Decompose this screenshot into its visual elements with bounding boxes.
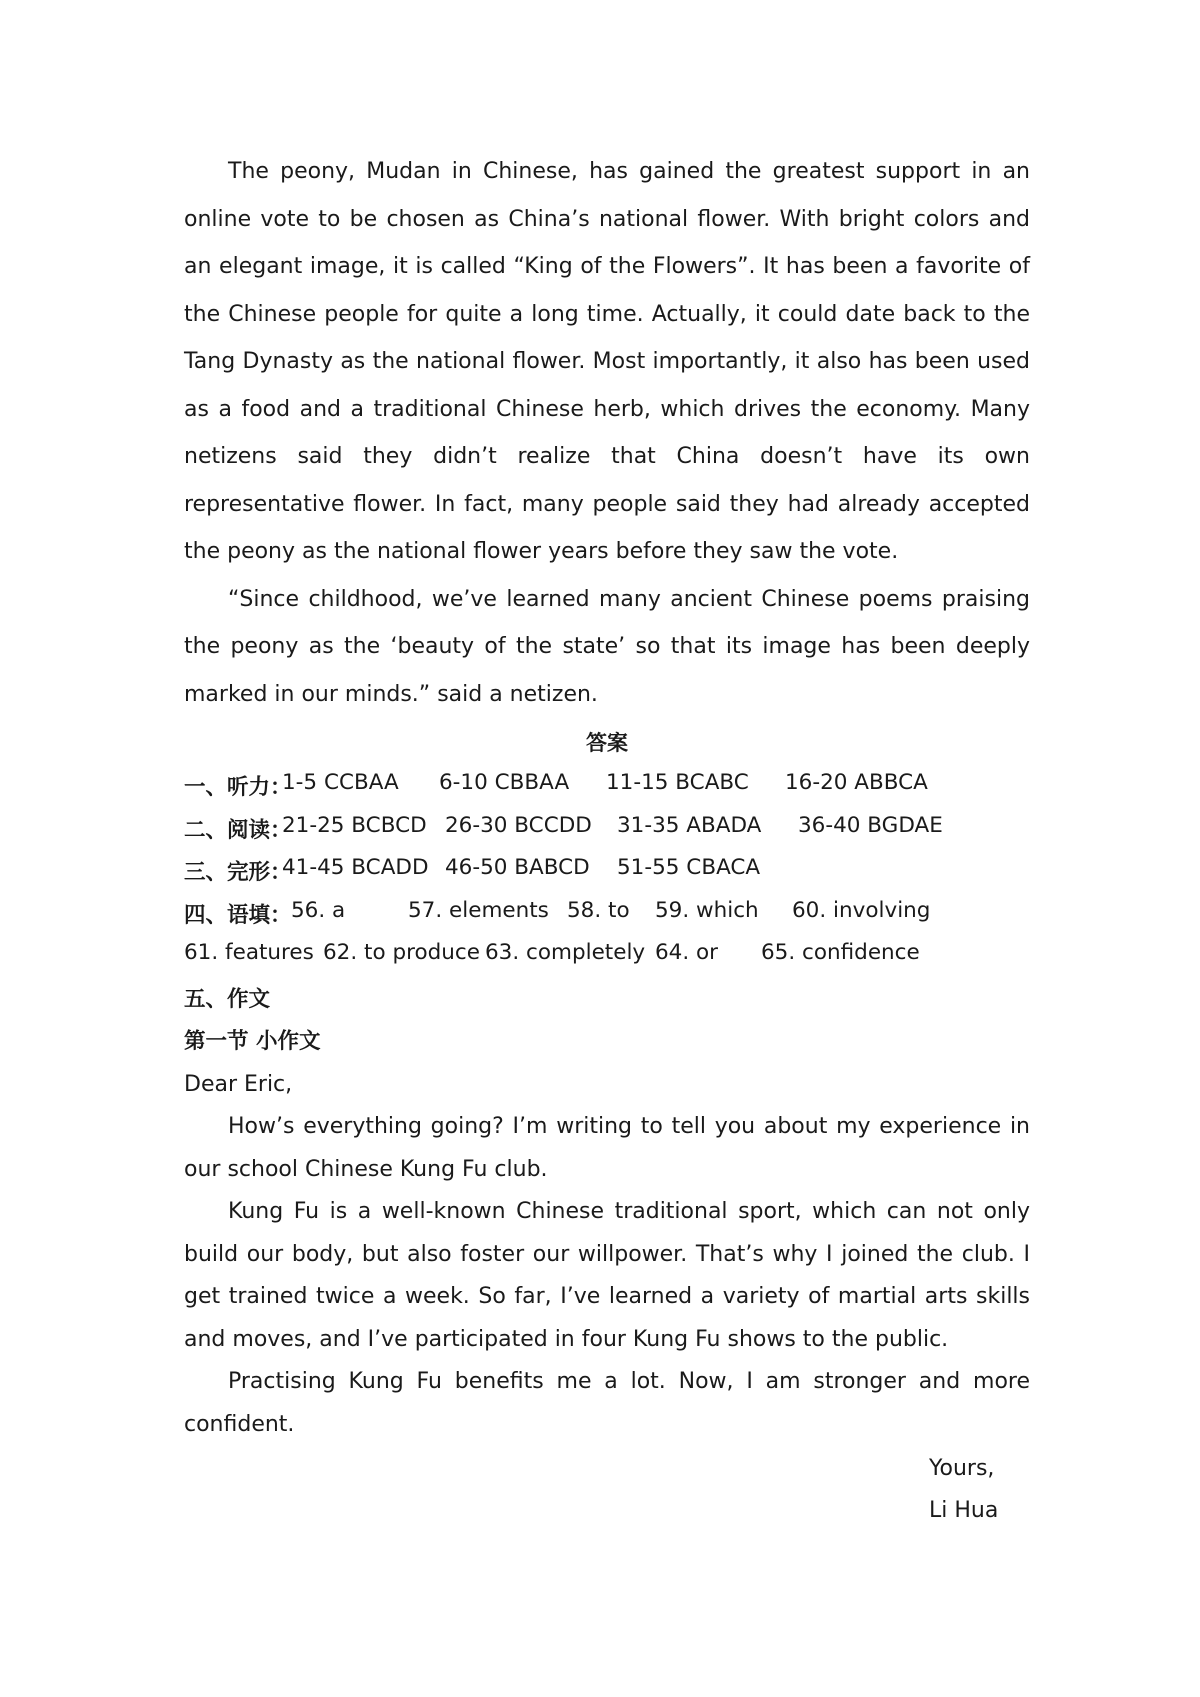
answer-item: 11-15 BCABC <box>606 770 749 795</box>
answer-item: 31-35 ABADA <box>617 812 762 838</box>
letter-paragraph-3: Practising Kung Fu benefits me a lot. Now, I am stronger and more confident. <box>184 1369 1030 1437</box>
section-label-listening: 一、听力： <box>184 775 292 800</box>
answer-item: 41-45 BCADD <box>282 855 429 880</box>
answer-item: 51-55 CBACA <box>617 855 761 880</box>
section-label-cloze: 三、完形： <box>184 860 292 885</box>
answer-item: 16-20 ABBCA <box>785 770 928 795</box>
section-label-reading: 二、阅读： <box>184 817 292 843</box>
answer-row-reading <box>184 809 1030 852</box>
answer-row-cloze <box>184 851 1030 894</box>
answer-item: 65. confidence <box>761 940 920 965</box>
answer-item: 59. which <box>655 897 759 923</box>
answer-item: 63. completely <box>485 940 646 965</box>
answer-item: 36-40 BGDAE <box>798 812 943 838</box>
section-label-grammar-fill: 四、语填： <box>184 902 292 928</box>
passage-paragraph-2: “Since childhood, we’ve learned many ancient Chinese poems praising the peony as the ‘beauty of the state’ so that its image has been deeply marked in our minds.” said a netizen. <box>184 586 1030 707</box>
letter-paragraph-1: How’s everything going? I’m writing to tell you about my experience in our school Chinese Kung Fu club. <box>184 1114 1030 1182</box>
answer-item: 60. involving <box>792 897 931 923</box>
letter-salutation: Dear Eric, <box>184 1071 293 1097</box>
answer-item: 6-10 CBBAA <box>439 770 570 795</box>
passage-paragraph-1: The peony, Mudan in Chinese, has gained the greatest support in an online vote to be chosen as China’s national flower. With bright colors and an elegant image, it is called “King of the Flowers”. It has been a favorite of the Chinese people for quite a long time. Actually, it could date back to the Tang Dynasty as the national flower. Most importantly, it also has been used as a food and a traditional Chinese herb, which drives the economy. Many netizens said they didn’t realize that China doesn’t have its own representative flower. In fact, many people said they had already accepted the peony as the national flower years before they saw the vote. <box>184 159 1030 564</box>
document-page <box>184 148 1030 1532</box>
answer-item: 21-25 BCBCD <box>282 812 427 838</box>
letter-paragraph-2: Kung Fu is a well-known Chinese traditional sport, which can not only build our body, but also foster our willpower. That’s why I joined the club. I get trained twice a week. So far, I’ve learned a variety of martial arts skills and moves, and I’ve participated in four Kung Fu shows to the public. <box>184 1199 1030 1352</box>
answer-item: 64. or <box>655 940 719 965</box>
sample-letter <box>184 1064 1030 1533</box>
answer-item: 1-5 CCBAA <box>282 770 399 795</box>
answer-item: 46-50 BABCD <box>445 855 590 880</box>
letter-closing: Yours, <box>929 1456 995 1481</box>
answer-item: 56. a <box>291 897 346 923</box>
answer-item: 62. to produce <box>323 940 480 965</box>
letter-signature: Li Hua <box>929 1498 999 1523</box>
writing-section-label: 五、作文 <box>184 986 271 1012</box>
reading-passage <box>184 148 1030 718</box>
answer-item: 26-30 BCCDD <box>445 812 592 838</box>
answers-title: 答案 <box>586 731 628 755</box>
answer-row-grammar-fill-1 <box>184 894 1030 937</box>
answer-item: 57. elements <box>408 897 549 923</box>
answer-item: 58. to <box>567 897 630 923</box>
answer-item: 61. features <box>184 940 314 965</box>
answer-row-grammar-fill-2 <box>184 936 1030 979</box>
answer-row-listening <box>184 766 1030 809</box>
writing-subsection-label: 第一节 小作文 <box>184 1029 321 1054</box>
